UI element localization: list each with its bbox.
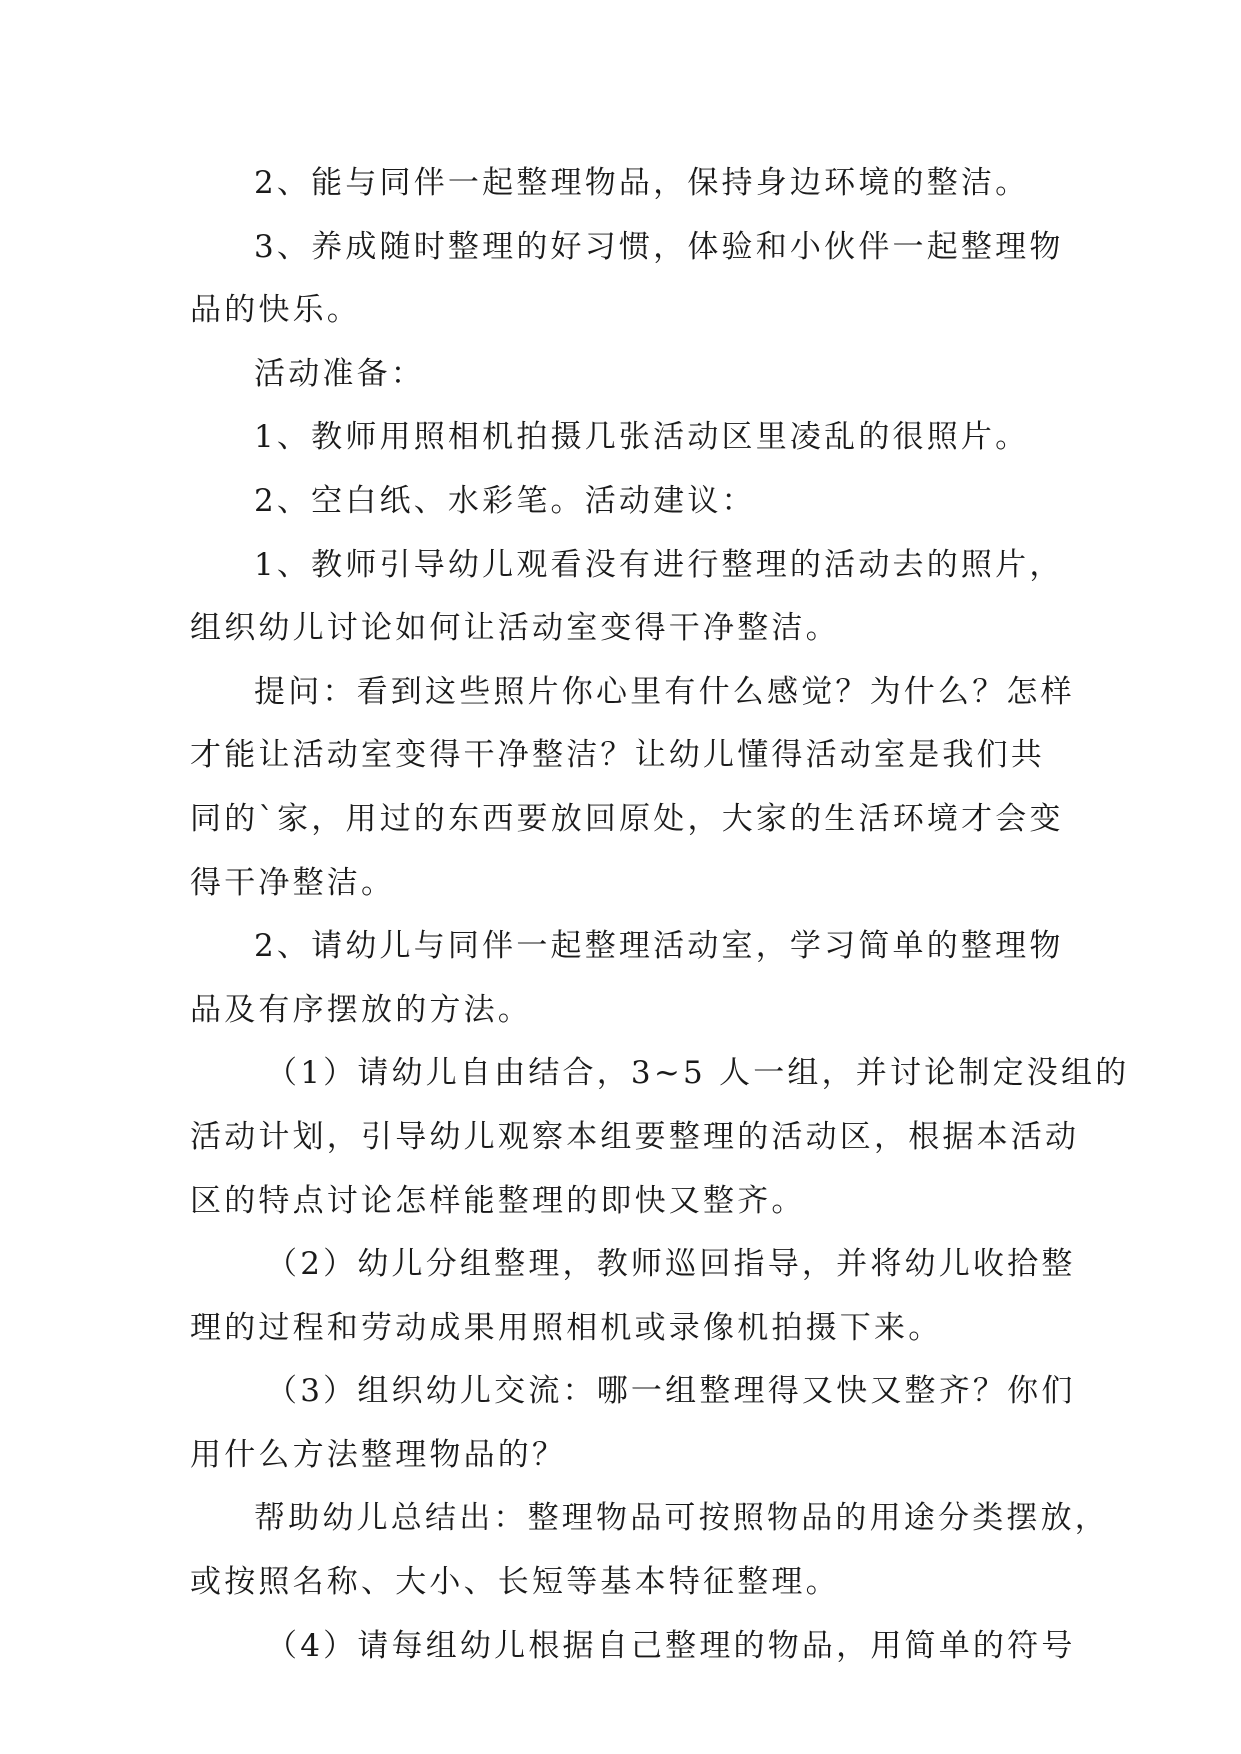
- paragraph-line: 帮助幼儿总结出：整理物品可按照物品的用途分类摆放，: [254, 1500, 1109, 1537]
- paragraph-line: 2、空白纸、水彩笔。活动建议：: [254, 482, 756, 519]
- paragraph-line: 得干净整洁。: [190, 864, 396, 901]
- paragraph-line: 品及有序摆放的方法。: [190, 991, 532, 1028]
- paragraph-line: 1、教师引导幼儿观看没有进行整理的活动去的照片，: [254, 546, 1064, 583]
- paragraph-line: （2）幼儿分组整理，教师巡回指导，并将幼儿收拾整: [266, 1246, 1076, 1283]
- paragraph-line: 2、请幼儿与同伴一起整理活动室，学习简单的整理物: [254, 928, 1064, 965]
- paragraph-line: （4）请每组幼儿根据自己整理的物品，用简单的符号: [266, 1627, 1076, 1664]
- paragraph-line: 3、养成随时整理的好习惯，体验和小伙伴一起整理物: [254, 228, 1064, 265]
- paragraph-line: 组织幼儿讨论如何让活动室变得干净整洁。: [190, 610, 840, 647]
- paragraph-line: 2、能与同伴一起整理物品，保持身边环境的整洁。: [254, 165, 1030, 201]
- body-text: [190, 152, 1130, 1678]
- paragraph-line: 品的快乐。: [190, 292, 361, 329]
- section-heading: 活动准备：: [254, 355, 425, 392]
- paragraph-line: 1、教师用照相机拍摄几张活动区里凌乱的很照片。: [254, 419, 1030, 456]
- paragraph-line: 或按照名称、大小、长短等基本特征整理。: [190, 1564, 840, 1601]
- paragraph-line: 区的特点讨论怎样能整理的即快又整齐。: [190, 1182, 806, 1219]
- paragraph-line: （1）请幼儿自由结合，3~5 人一组，并讨论制定没组的: [266, 1055, 1130, 1092]
- paragraph-line: 用什么方法整理物品的？: [190, 1436, 567, 1473]
- paragraph-line: （3）组织幼儿交流：哪一组整理得又快又整齐？你们: [266, 1373, 1076, 1410]
- paragraph-line: 理的过程和劳动成果用照相机或录像机拍摄下来。: [190, 1309, 943, 1346]
- paragraph-line: 活动计划，引导幼儿观察本组要整理的活动区，根据本活动: [190, 1118, 1080, 1155]
- paragraph-line: 提问：看到这些照片你心里有什么感觉？为什么？怎样: [254, 673, 1075, 710]
- paragraph-line: 才能让活动室变得干净整洁？让幼儿懂得活动室是我们共: [190, 737, 1045, 774]
- paragraph-line: 同的`家，用过的东西要放回原处，大家的生活环境才会变: [190, 800, 1064, 837]
